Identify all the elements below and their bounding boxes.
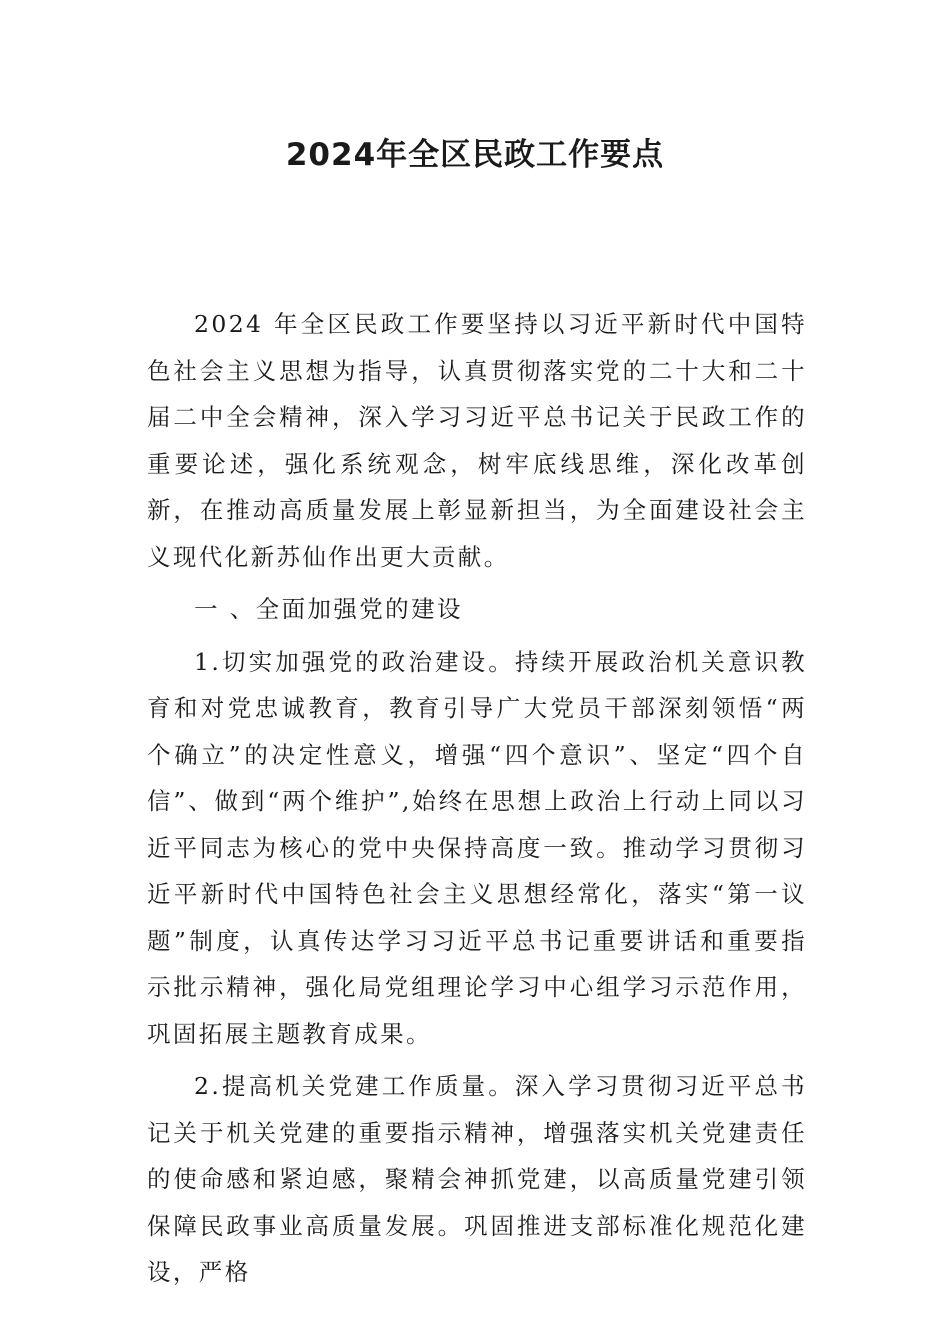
item-paragraph-2: 2.提高机关党建工作质量。深入学习贯彻习近平总书记关于机关党建的重要指示精神，增强落实机关党建责任的使命感和紧迫感，聚精会神抓党建，以高质量党建引领保障民政事业高质量发展。巩固推进支部标准化规范化建设，严格	[147, 1072, 807, 1286]
document-title: 2024年全区民政工作要点	[285, 137, 665, 173]
intro-paragraph: 2024 年全区民政工作要坚持以习近平新时代中国特色社会主义思想为指导，认真贯彻落实党的二十大和二十届二中全会精神，深入学习习近平总书记关于民政工作的重要论述，强化系统观念，树牢底线思维，深化改革创新，在推动高质量发展上彰显新担当，为全面建设社会主义现代化新苏仙作出更大贡献。	[147, 310, 807, 571]
item-paragraph-1: 1.切实加强党的政治建设。持续开展政治机关意识教育和对党忠诚教育，教育引导广大党员干部深刻领悟“两个确立”的决定性意义，增强“四个意识”、坚定“四个自信”、做到“两个维护”,始终在思想上政治上行动上同以习近平同志为核心的党中央保持高度一致。推动学习贯彻习近平新时代中国特色社会主义思想经常化，落实“第一议题”制度，认真传达学习习近平总书记重要讲话和重要指示批示精神，强化局党组理论学习中心组学习示范作用，巩固拓展主题教育成果。	[147, 647, 807, 1048]
document-body	[147, 301, 807, 1302]
section-heading-1: 一 、全面加强党的建设	[194, 595, 463, 623]
